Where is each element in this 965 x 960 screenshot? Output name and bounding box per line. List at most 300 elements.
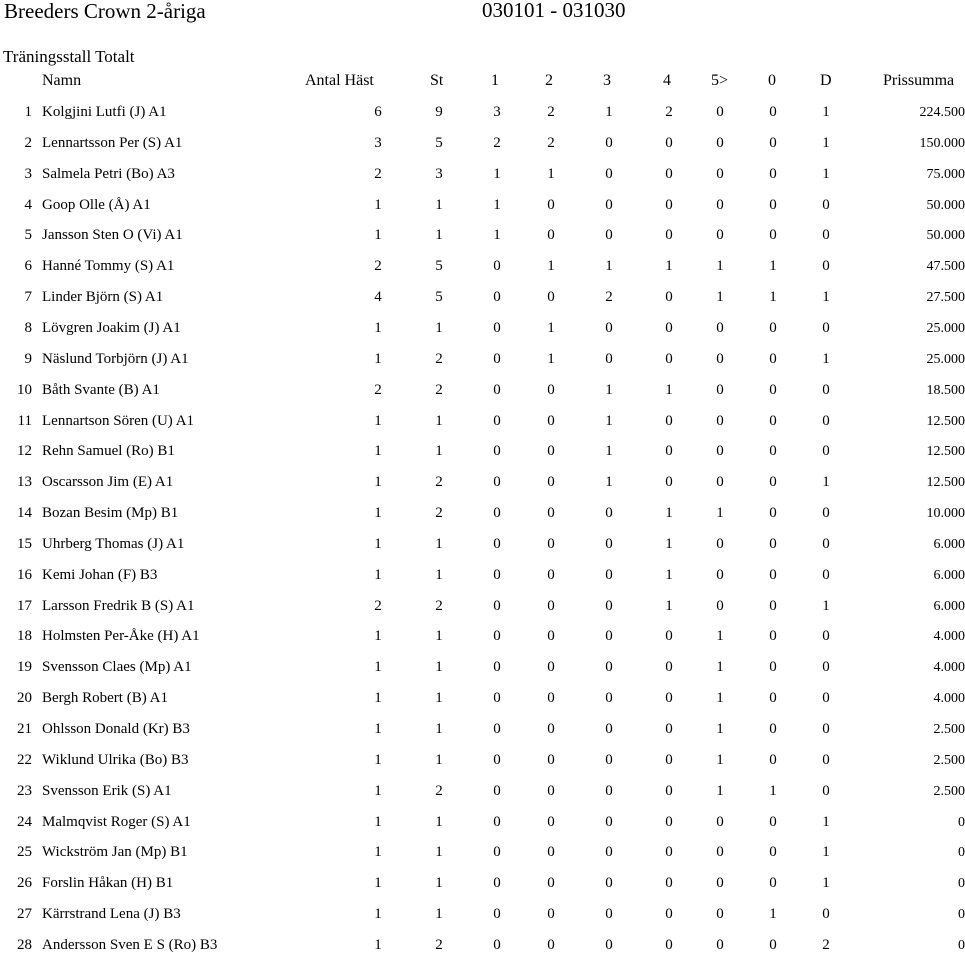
stat-cell: 0 <box>547 598 555 614</box>
prize-amount: 50.000 <box>926 198 965 213</box>
column-header: D <box>820 72 832 89</box>
stat-cell: 0 <box>493 628 501 644</box>
stat-cell: 1 <box>493 197 501 213</box>
stat-cell: 0 <box>822 567 830 583</box>
stat-cell: 0 <box>493 659 501 675</box>
stat-cell: 0 <box>547 906 555 922</box>
column-header: St <box>430 72 444 89</box>
row-rank: 4 <box>24 197 32 213</box>
trainer-name: Wiklund Ulrika (Bo) B3 <box>42 752 189 768</box>
stat-cell: 0 <box>547 875 555 891</box>
trainer-name: Näslund Torbjörn (J) A1 <box>42 351 189 367</box>
prize-amount: 4.000 <box>933 660 965 675</box>
row-rank: 19 <box>17 659 32 675</box>
stat-cell: 0 <box>665 937 673 953</box>
stat-cell: 1 <box>716 289 724 305</box>
stat-cell: 4 <box>374 289 382 305</box>
stat-cell: 0 <box>769 443 777 459</box>
stat-cell: 0 <box>605 721 613 737</box>
stat-cell: 1 <box>547 351 555 367</box>
trainer-name: Kemi Johan (F) B3 <box>42 567 158 583</box>
stat-cell: 0 <box>493 567 501 583</box>
stat-cell: 0 <box>822 443 830 459</box>
stat-cell: 0 <box>547 752 555 768</box>
stat-cell: 2 <box>435 382 443 398</box>
stat-cell: 0 <box>822 721 830 737</box>
stat-cell: 0 <box>665 721 673 737</box>
stat-cell: 0 <box>547 628 555 644</box>
prize-amount: 2.500 <box>933 784 965 799</box>
stat-cell: 1 <box>374 474 382 490</box>
stat-cell: 0 <box>605 166 613 182</box>
stat-cell: 1 <box>822 598 830 614</box>
stat-cell: 0 <box>665 227 673 243</box>
stat-cell: 0 <box>769 721 777 737</box>
column-header: Prissumma <box>883 72 955 89</box>
stat-cell: 0 <box>822 505 830 521</box>
trainer-name: Hanné Tommy (S) A1 <box>42 258 175 274</box>
stat-cell: 0 <box>547 197 555 213</box>
trainer-name: Lövgren Joakim (J) A1 <box>42 320 181 336</box>
stat-cell: 1 <box>547 258 555 274</box>
row-rank: 16 <box>17 567 32 583</box>
trainer-name: Uhrberg Thomas (J) A1 <box>42 536 185 552</box>
stat-cell: 0 <box>769 752 777 768</box>
stat-cell: 1 <box>665 258 673 274</box>
stat-cell: 0 <box>769 505 777 521</box>
trainer-name: Salmela Petri (Bo) A3 <box>42 166 175 182</box>
stat-cell: 0 <box>547 536 555 552</box>
column-header: 0 <box>768 72 776 89</box>
stat-cell: 1 <box>493 227 501 243</box>
stat-cell: 0 <box>547 937 555 953</box>
stat-cell: 0 <box>605 690 613 706</box>
stat-cell: 3 <box>493 104 501 120</box>
prize-amount: 6.000 <box>933 599 965 614</box>
row-rank: 22 <box>17 752 32 768</box>
stat-cell: 0 <box>665 166 673 182</box>
stat-cell: 0 <box>493 536 501 552</box>
stat-cell: 0 <box>769 104 777 120</box>
stat-cell: 0 <box>547 227 555 243</box>
stat-cell: 0 <box>716 104 724 120</box>
stat-cell: 1 <box>822 104 830 120</box>
stat-cell: 0 <box>769 536 777 552</box>
stat-cell: 0 <box>716 536 724 552</box>
stat-cell: 0 <box>665 690 673 706</box>
stat-cell: 0 <box>605 351 613 367</box>
stat-cell: 1 <box>374 814 382 830</box>
stat-cell: 2 <box>435 783 443 799</box>
stat-cell: 1 <box>822 289 830 305</box>
stat-cell: 0 <box>493 474 501 490</box>
stat-cell: 0 <box>822 258 830 274</box>
stat-cell: 0 <box>769 937 777 953</box>
column-header: 2 <box>545 72 553 89</box>
stat-cell: 0 <box>547 382 555 398</box>
row-rank: 18 <box>17 628 32 644</box>
stat-cell: 0 <box>769 474 777 490</box>
prize-amount: 0 <box>958 907 965 922</box>
stat-cell: 1 <box>605 474 613 490</box>
stat-cell: 0 <box>605 135 613 151</box>
stat-cell: 0 <box>605 875 613 891</box>
stat-cell: 0 <box>769 875 777 891</box>
stat-cell: 0 <box>547 474 555 490</box>
stat-cell: 0 <box>769 351 777 367</box>
stat-cell: 1 <box>716 721 724 737</box>
row-rank: 3 <box>24 166 32 182</box>
prize-amount: 6.000 <box>933 537 965 552</box>
stat-cell: 2 <box>435 474 443 490</box>
stat-cell: 0 <box>716 443 724 459</box>
prize-amount: 4.000 <box>933 629 965 644</box>
stat-cell: 1 <box>435 227 443 243</box>
stat-cell: 1 <box>769 289 777 305</box>
stat-cell: 1 <box>493 166 501 182</box>
stat-cell: 1 <box>374 752 382 768</box>
stat-cell: 1 <box>716 659 724 675</box>
stat-cell: 2 <box>374 382 382 398</box>
row-rank: 25 <box>17 844 32 860</box>
column-header: 1 <box>491 72 499 89</box>
trainer-name: Rehn Samuel (Ro) B1 <box>42 443 175 459</box>
prize-amount: 4.000 <box>933 691 965 706</box>
date-range: 030101 - 031030 <box>482 0 626 22</box>
stat-cell: 0 <box>665 783 673 799</box>
stat-cell: 0 <box>716 166 724 182</box>
stat-cell: 0 <box>716 875 724 891</box>
stat-cell: 0 <box>605 937 613 953</box>
stat-cell: 1 <box>435 814 443 830</box>
stat-cell: 0 <box>547 413 555 429</box>
prize-amount: 2.500 <box>933 753 965 768</box>
stat-cell: 0 <box>605 906 613 922</box>
stat-cell: 0 <box>822 783 830 799</box>
stat-cell: 0 <box>493 258 501 274</box>
row-rank: 24 <box>17 814 32 830</box>
stat-cell: 0 <box>716 844 724 860</box>
stat-cell: 1 <box>435 567 443 583</box>
stat-cell: 1 <box>374 567 382 583</box>
stat-cell: 1 <box>374 536 382 552</box>
stat-cell: 0 <box>547 844 555 860</box>
column-header: Namn <box>42 72 82 89</box>
stat-cell: 1 <box>435 875 443 891</box>
trainer-name: Jansson Sten O (Vi) A1 <box>42 227 183 243</box>
trainer-name: Kolgjini Lutfi (J) A1 <box>42 104 167 120</box>
stat-cell: 1 <box>547 320 555 336</box>
stat-cell: 0 <box>665 413 673 429</box>
trainer-name: Linder Björn (S) A1 <box>42 289 164 305</box>
prize-amount: 150.000 <box>919 136 965 151</box>
stat-cell: 2 <box>822 937 830 953</box>
trainer-name: Bergh Robert (B) A1 <box>42 690 168 706</box>
stat-cell: 1 <box>769 783 777 799</box>
trainer-name: Svensson Erik (S) A1 <box>42 783 172 799</box>
row-rank: 27 <box>17 906 32 922</box>
stat-cell: 0 <box>665 474 673 490</box>
stat-cell: 1 <box>374 505 382 521</box>
stat-cell: 0 <box>769 135 777 151</box>
stat-cell: 1 <box>435 197 443 213</box>
stat-cell: 0 <box>493 413 501 429</box>
stat-cell: 0 <box>822 227 830 243</box>
stat-cell: 1 <box>435 690 443 706</box>
stat-cell: 2 <box>435 351 443 367</box>
stat-cell: 1 <box>435 844 443 860</box>
prize-amount: 27.500 <box>926 290 965 305</box>
stat-cell: 0 <box>716 937 724 953</box>
stat-cell: 2 <box>374 258 382 274</box>
stat-cell: 0 <box>716 197 724 213</box>
column-header: 3 <box>603 72 611 89</box>
stat-cell: 0 <box>547 783 555 799</box>
stat-cell: 0 <box>769 844 777 860</box>
stat-cell: 0 <box>665 814 673 830</box>
stat-cell: 0 <box>493 382 501 398</box>
stat-cell: 1 <box>435 413 443 429</box>
stat-cell: 0 <box>665 289 673 305</box>
row-rank: 28 <box>17 937 32 953</box>
stat-cell: 0 <box>605 536 613 552</box>
stat-cell: 9 <box>435 104 443 120</box>
stat-cell: 1 <box>374 690 382 706</box>
row-rank: 9 <box>24 351 32 367</box>
stat-cell: 2 <box>374 598 382 614</box>
stat-cell: 1 <box>547 166 555 182</box>
stat-cell: 1 <box>822 351 830 367</box>
stat-cell: 1 <box>435 721 443 737</box>
stat-cell: 1 <box>822 814 830 830</box>
stat-cell: 0 <box>822 628 830 644</box>
stat-cell: 1 <box>605 413 613 429</box>
stat-cell: 0 <box>605 814 613 830</box>
stat-cell: 0 <box>665 659 673 675</box>
stat-cell: 1 <box>374 906 382 922</box>
stat-cell: 0 <box>547 690 555 706</box>
report-subtitle: Träningsstall Totalt <box>3 47 135 66</box>
stat-cell: 0 <box>716 351 724 367</box>
stat-cell: 1 <box>716 690 724 706</box>
stat-cell: 1 <box>769 258 777 274</box>
stat-cell: 1 <box>822 875 830 891</box>
stat-cell: 0 <box>605 505 613 521</box>
stat-cell: 0 <box>716 906 724 922</box>
stat-cell: 1 <box>435 320 443 336</box>
trainer-name: Bozan Besim (Mp) B1 <box>42 505 179 521</box>
stat-cell: 0 <box>605 783 613 799</box>
row-rank: 5 <box>24 227 32 243</box>
stat-cell: 0 <box>665 906 673 922</box>
stat-cell: 0 <box>716 382 724 398</box>
stat-cell: 0 <box>822 320 830 336</box>
trainer-name: Malmqvist Roger (S) A1 <box>42 814 191 830</box>
stat-cell: 0 <box>716 598 724 614</box>
column-header: 5> <box>711 72 729 89</box>
stat-cell: 0 <box>605 197 613 213</box>
stat-cell: 1 <box>374 320 382 336</box>
column-header: Antal Häst <box>305 72 374 89</box>
prize-amount: 25.000 <box>926 352 965 367</box>
trainer-name: Andersson Sven E S (Ro) B3 <box>42 937 218 953</box>
stat-cell: 0 <box>493 752 501 768</box>
stat-cell: 6 <box>374 104 382 120</box>
row-rank: 11 <box>17 413 32 429</box>
stat-cell: 1 <box>665 505 673 521</box>
stat-cell: 1 <box>374 937 382 953</box>
stat-cell: 0 <box>665 844 673 860</box>
row-rank: 17 <box>17 598 32 614</box>
stat-cell: 2 <box>605 289 613 305</box>
stat-cell: 0 <box>822 752 830 768</box>
stat-cell: 1 <box>665 382 673 398</box>
row-rank: 10 <box>17 382 32 398</box>
stat-cell: 1 <box>716 752 724 768</box>
report-title: Breeders Crown 2-åriga <box>4 0 206 23</box>
prize-amount: 18.500 <box>926 383 965 398</box>
stat-cell: 0 <box>665 752 673 768</box>
stat-cell: 1 <box>822 844 830 860</box>
stat-cell: 0 <box>769 320 777 336</box>
stat-cell: 1 <box>665 598 673 614</box>
stat-cell: 0 <box>769 197 777 213</box>
row-rank: 13 <box>17 474 32 490</box>
stat-cell: 0 <box>716 474 724 490</box>
stat-cell: 5 <box>435 289 443 305</box>
stat-cell: 0 <box>493 721 501 737</box>
trainer-name: Ohlsson Donald (Kr) B3 <box>42 721 190 737</box>
stat-cell: 0 <box>769 814 777 830</box>
trainer-name: Holmsten Per-Åke (H) A1 <box>42 628 200 644</box>
stat-cell: 0 <box>547 505 555 521</box>
stat-cell: 0 <box>769 166 777 182</box>
trainer-name: Goop Olle (Å) A1 <box>42 197 151 213</box>
stat-cell: 0 <box>547 289 555 305</box>
stat-cell: 0 <box>665 628 673 644</box>
stat-cell: 1 <box>769 906 777 922</box>
trainer-name: Oscarsson Jim (E) A1 <box>42 474 174 490</box>
stat-cell: 1 <box>435 536 443 552</box>
stat-cell: 1 <box>605 104 613 120</box>
stat-cell: 1 <box>374 875 382 891</box>
prize-amount: 12.500 <box>926 414 965 429</box>
stat-cell: 1 <box>374 783 382 799</box>
stat-cell: 0 <box>822 690 830 706</box>
stat-cell: 0 <box>822 659 830 675</box>
trainer-name: Kärrstrand Lena (J) B3 <box>42 906 181 922</box>
stat-cell: 0 <box>716 814 724 830</box>
stat-cell: 0 <box>547 659 555 675</box>
stat-cell: 0 <box>716 227 724 243</box>
stat-cell: 0 <box>665 875 673 891</box>
stat-cell: 0 <box>493 937 501 953</box>
trainer-name: Lennartsson Per (S) A1 <box>42 135 183 151</box>
row-rank: 23 <box>17 783 32 799</box>
stat-cell: 2 <box>665 104 673 120</box>
stat-cell: 2 <box>435 937 443 953</box>
prize-amount: 47.500 <box>926 259 965 274</box>
trainer-name: Larsson Fredrik B (S) A1 <box>42 598 195 614</box>
prize-amount: 6.000 <box>933 568 965 583</box>
stat-cell: 1 <box>374 227 382 243</box>
stat-cell: 0 <box>493 690 501 706</box>
stat-cell: 0 <box>493 289 501 305</box>
stat-cell: 2 <box>374 166 382 182</box>
stat-cell: 5 <box>435 135 443 151</box>
trainer-name: Lennartson Sören (U) A1 <box>42 413 195 429</box>
stat-cell: 1 <box>374 197 382 213</box>
column-header: 4 <box>663 72 671 89</box>
trainer-name: Båth Svante (B) A1 <box>42 382 160 398</box>
stat-cell: 0 <box>769 382 777 398</box>
stat-cell: 0 <box>769 227 777 243</box>
row-rank: 15 <box>17 536 32 552</box>
trainer-name: Wickström Jan (Mp) B1 <box>42 844 188 860</box>
prize-amount: 12.500 <box>926 444 965 459</box>
stat-cell: 0 <box>822 197 830 213</box>
stat-cell: 0 <box>769 567 777 583</box>
stat-cell: 1 <box>716 628 724 644</box>
stat-cell: 0 <box>493 505 501 521</box>
stat-cell: 1 <box>374 659 382 675</box>
stat-cell: 0 <box>769 598 777 614</box>
stat-cell: 0 <box>493 320 501 336</box>
prize-amount: 0 <box>958 876 965 891</box>
stat-cell: 0 <box>822 413 830 429</box>
prize-amount: 0 <box>958 815 965 830</box>
stat-cell: 0 <box>605 659 613 675</box>
stat-cell: 2 <box>435 505 443 521</box>
row-rank: 7 <box>24 289 32 305</box>
stat-cell: 0 <box>822 536 830 552</box>
row-rank: 1 <box>24 104 32 120</box>
stat-cell: 1 <box>665 567 673 583</box>
stat-cell: 0 <box>769 628 777 644</box>
stat-cell: 0 <box>665 197 673 213</box>
stat-cell: 0 <box>716 413 724 429</box>
stat-cell: 0 <box>605 628 613 644</box>
stat-cell: 2 <box>435 598 443 614</box>
stat-cell: 0 <box>493 443 501 459</box>
stat-cell: 1 <box>605 443 613 459</box>
stat-cell: 0 <box>716 135 724 151</box>
prize-amount: 25.000 <box>926 321 965 336</box>
stat-cell: 2 <box>493 135 501 151</box>
stat-cell: 0 <box>493 844 501 860</box>
stat-cell: 0 <box>769 413 777 429</box>
stat-cell: 0 <box>547 443 555 459</box>
stat-cell: 0 <box>716 567 724 583</box>
row-rank: 26 <box>17 875 32 891</box>
stat-cell: 1 <box>435 752 443 768</box>
row-rank: 6 <box>24 258 32 274</box>
stat-cell: 1 <box>605 382 613 398</box>
stat-cell: 1 <box>374 628 382 644</box>
stat-cell: 0 <box>605 227 613 243</box>
stat-cell: 0 <box>665 443 673 459</box>
row-rank: 2 <box>24 135 32 151</box>
stat-cell: 1 <box>374 351 382 367</box>
stat-cell: 1 <box>374 413 382 429</box>
stat-cell: 0 <box>769 690 777 706</box>
stat-cell: 0 <box>493 875 501 891</box>
stat-cell: 2 <box>547 135 555 151</box>
prize-amount: 75.000 <box>926 167 965 182</box>
stat-cell: 1 <box>435 659 443 675</box>
stat-cell: 0 <box>493 598 501 614</box>
trainer-name: Svensson Claes (Mp) A1 <box>42 659 192 675</box>
